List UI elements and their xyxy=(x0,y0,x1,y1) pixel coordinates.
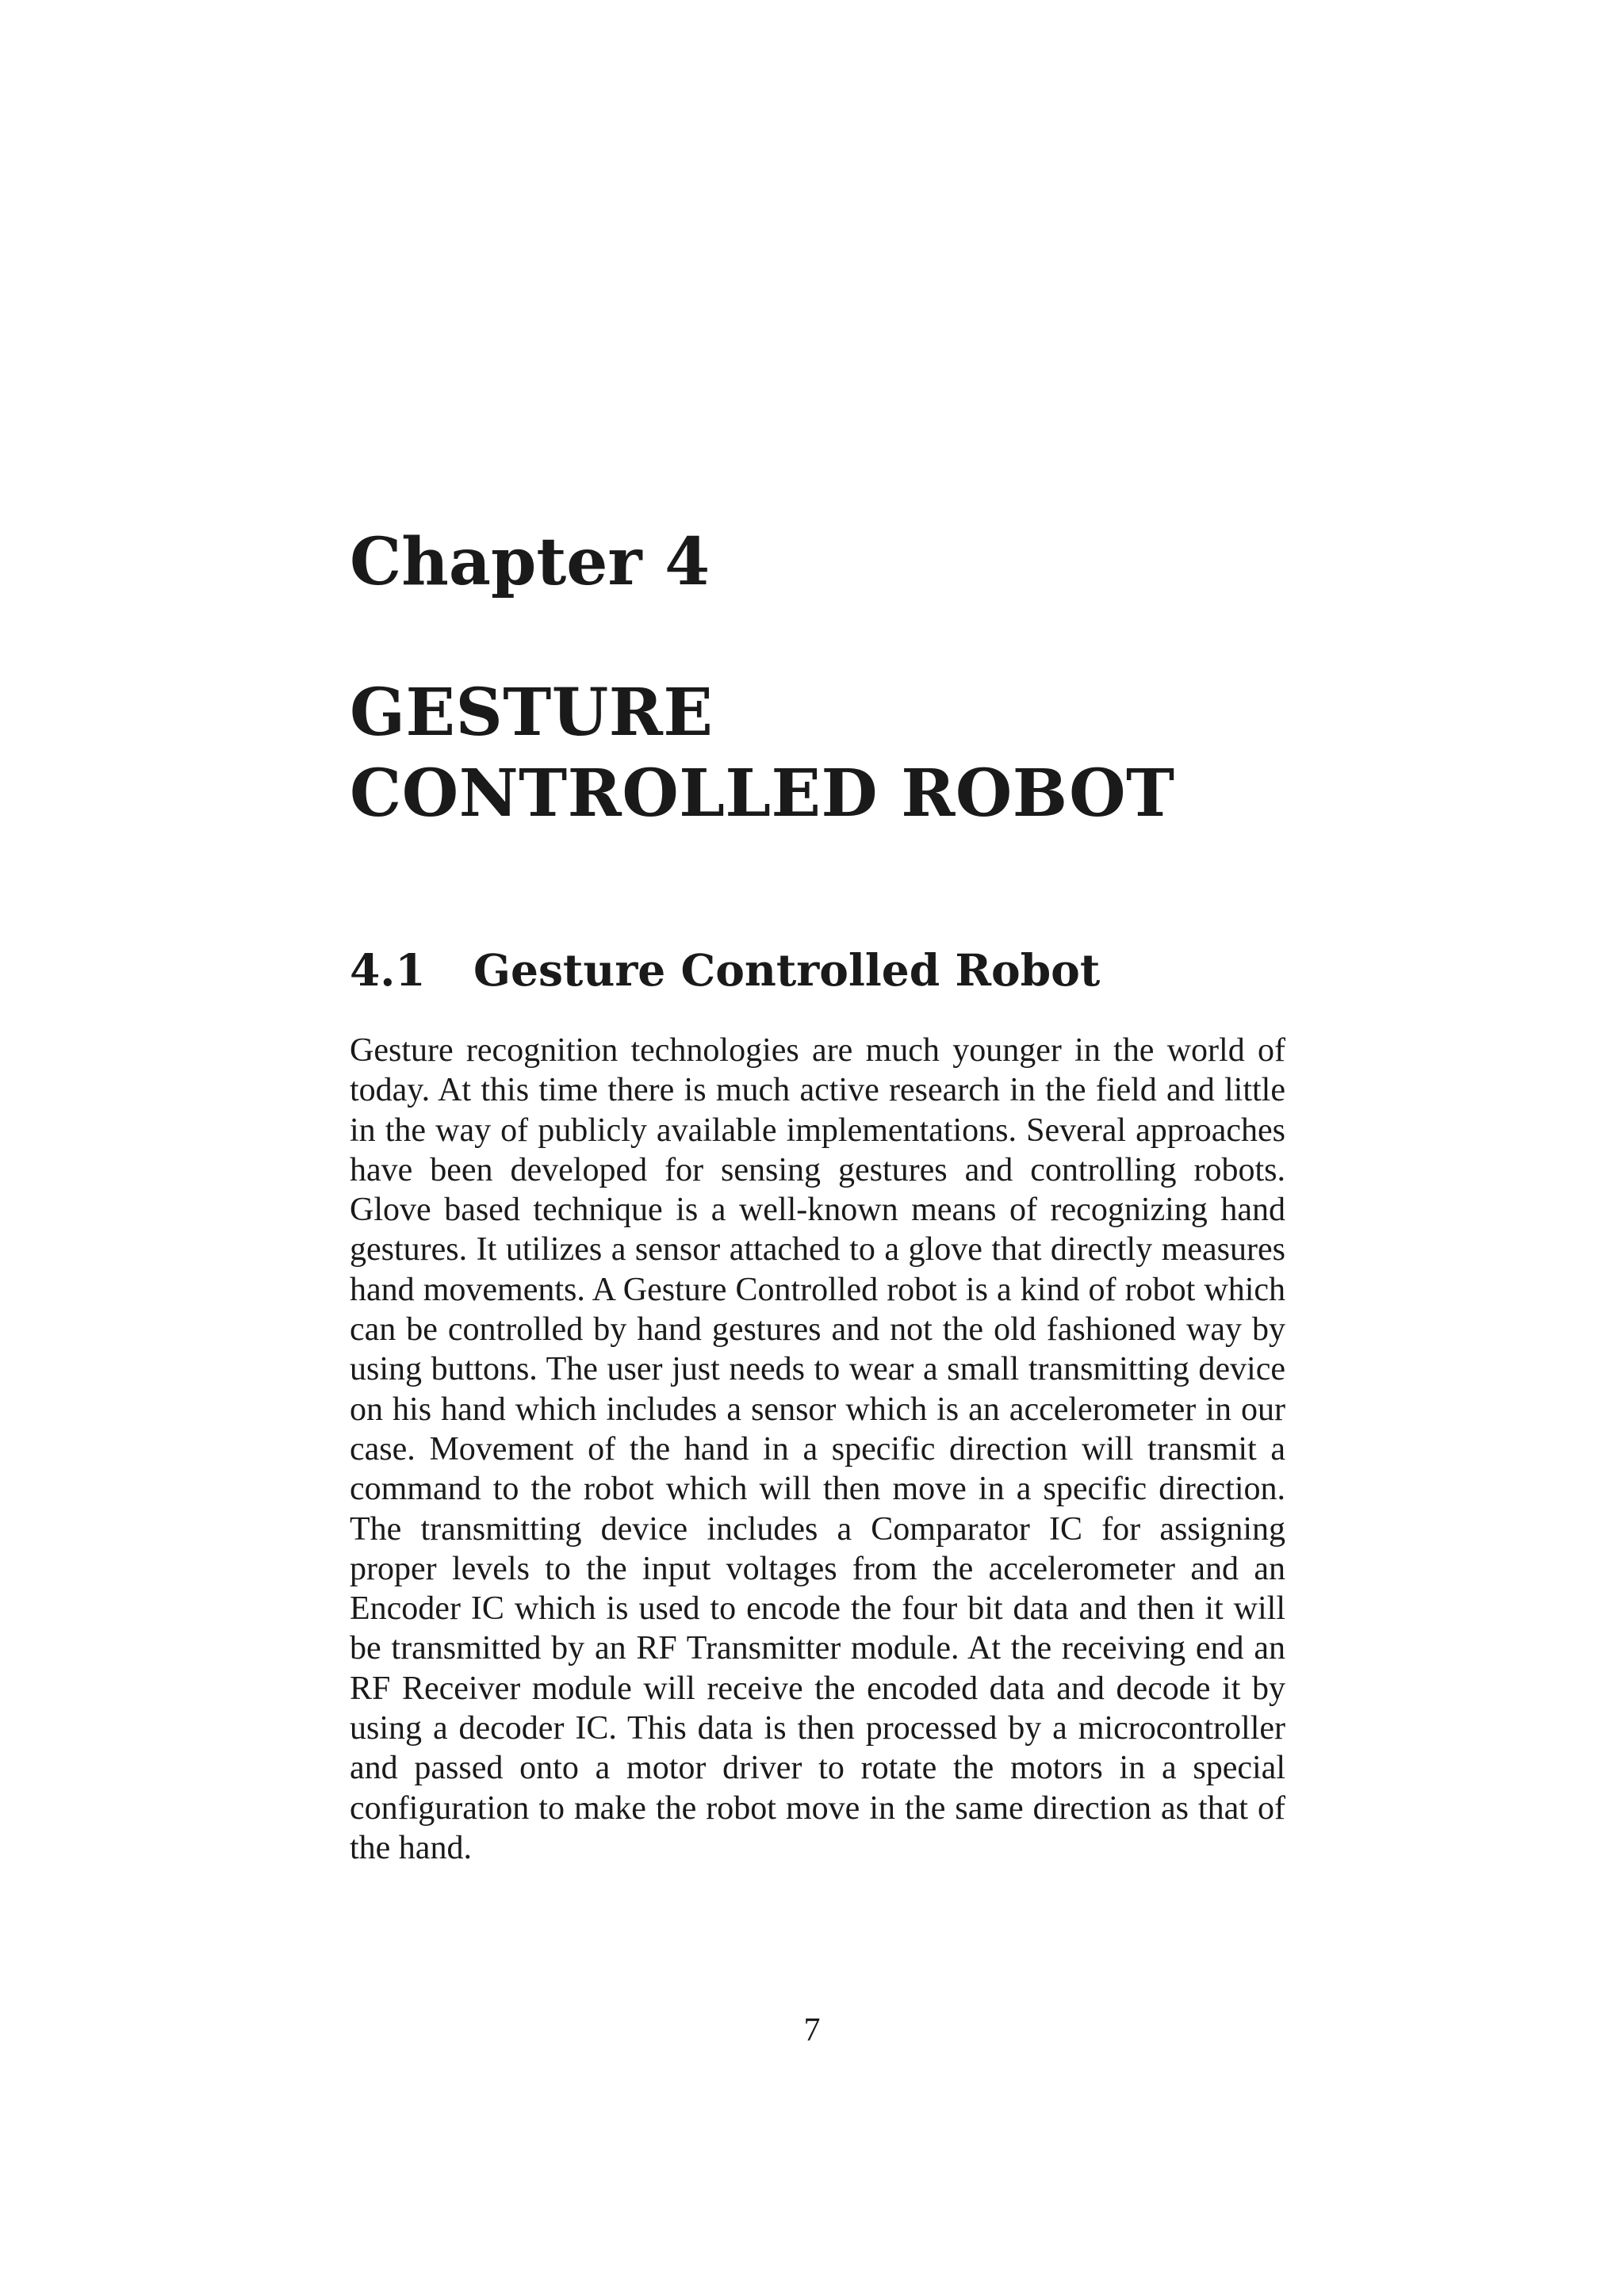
chapter-title: GESTURE CONTROLLED ROBOT xyxy=(350,675,1175,832)
section-heading xyxy=(350,944,1101,996)
section-number: 4.1 xyxy=(350,944,426,996)
body-paragraph: Gesture recognition technologies are much younger in the world of today. At this time there is much active research in the field and little in the way of publicly available implementations. Several approaches have been developed for sensing gestures and controlling robots. Glove based technique is a well-known means of recognizing hand gestures. It utilizes a sensor attached to a glove that directly measures hand movements. A Gesture Controlled robot is a kind of robot which can be controlled by hand gestures and not the old fashioned way by using buttons. The user just needs to wear a small transmitting device on his hand which includes a sensor which is an accelerometer in our case. Movement of the hand in a specific direction will transmit a command to the robot which will then move in a specific direction. The transmitting device includes a Comparator IC for assigning proper levels to the input voltages from the accelerometer and an Encoder IC which is used to encode the four bit data and then it will be transmitted by an RF Transmitter module. At the receiving end an RF Receiver module will receive the encoded data and decode it by using a decoder IC. This data is then processed by a microcontroller and passed onto a motor driver to rotate the motors in a special configuration to make the robot move in the same direction as that of the hand. xyxy=(350,1032,1285,1866)
chapter-label: Chapter 4 xyxy=(350,524,710,600)
section-title: Gesture Controlled Robot xyxy=(473,944,1101,996)
page-number: 7 xyxy=(803,2012,821,2049)
